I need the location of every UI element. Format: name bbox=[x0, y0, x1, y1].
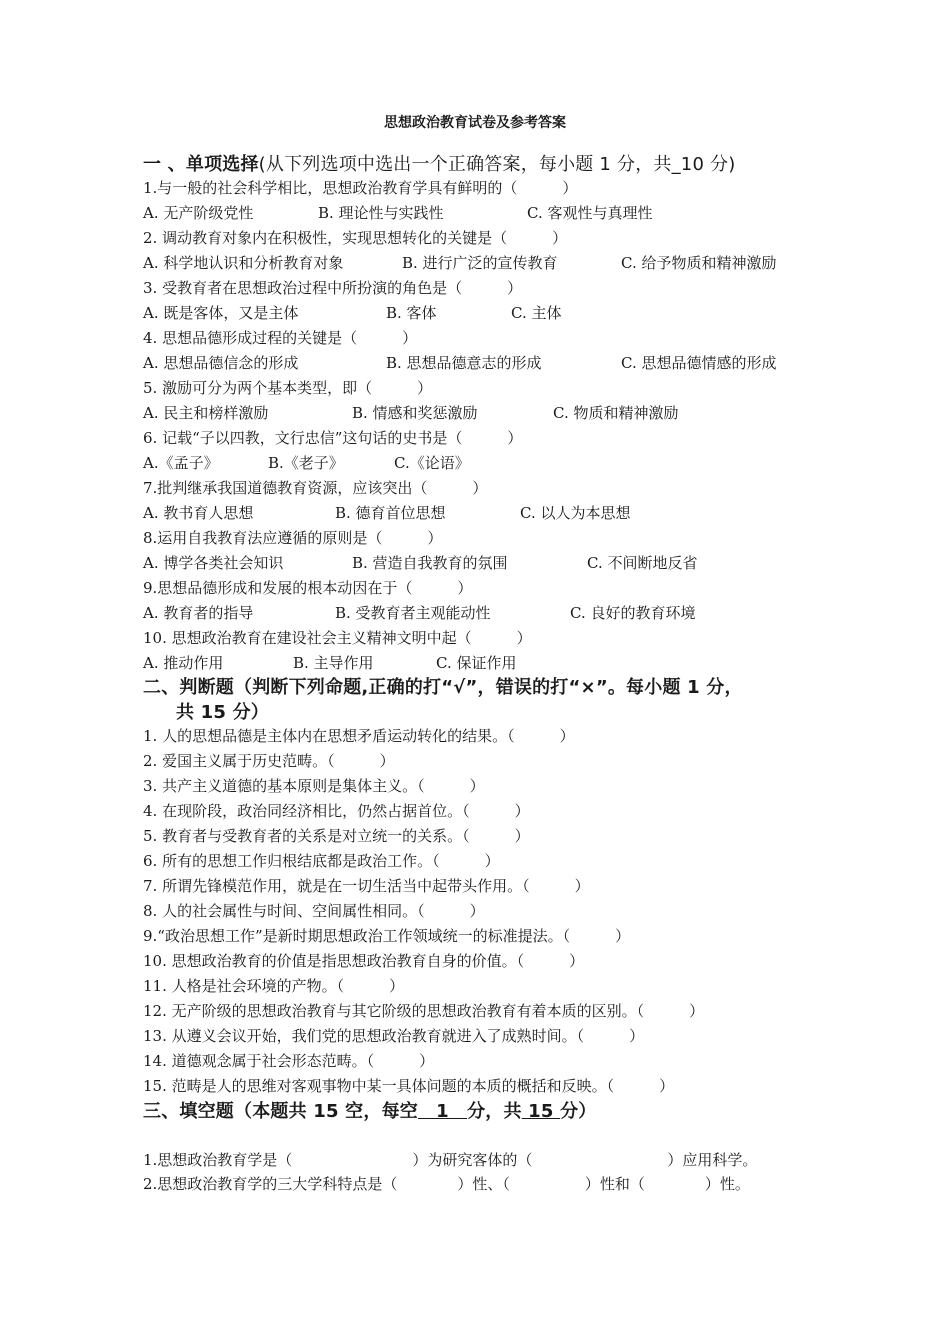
answer-option: A. 无产阶级党性 bbox=[143, 204, 254, 222]
answer-option: C. 思想品德情感的形成 bbox=[621, 354, 777, 372]
judgment-item: 15. 范畴是人的思维对客观事物中某一具体问题的本质的概括和反映。（ ） bbox=[143, 1077, 675, 1095]
answer-option: C. 主体 bbox=[511, 304, 562, 322]
answer-option: A. 民主和榜样激励 bbox=[143, 404, 269, 422]
section3-per-blank: 1 bbox=[417, 1101, 468, 1122]
question-stem: 4. 思想品德形成过程的关键是（ ） bbox=[143, 329, 418, 347]
section1-title: 一 、单项选择 bbox=[143, 154, 259, 175]
judgment-item: 7. 所谓先锋模范作用，就是在一切生活当中起带头作用。（ ） bbox=[143, 877, 590, 895]
judgment-item: 9.“政治思想工作”是新时期思想政治工作领域统一的标准提法。（ ） bbox=[143, 927, 631, 945]
answer-option: C. 良好的教育环境 bbox=[570, 604, 696, 622]
answer-option: C. 以人为本思想 bbox=[520, 504, 631, 522]
answer-option: A. 教书育人思想 bbox=[143, 504, 254, 522]
section2-heading-cont: 共 15 分） bbox=[176, 702, 269, 723]
answer-option: C. 保证作用 bbox=[436, 654, 517, 672]
question-stem: 6. 记载“子以四教，文行忠信”这句话的史书是（ ） bbox=[143, 429, 523, 447]
section3-note-a: （本题共 15 空，每空 bbox=[234, 1101, 418, 1122]
judgment-item: 12. 无产阶级的思想政治教育与其它阶级的思想政治教育有着本质的区别。（ ） bbox=[143, 1002, 705, 1020]
answer-option: C.《论语》 bbox=[394, 454, 470, 472]
fill-blank-item: 2.思想政治教育学的三大学科特点是（ ）性、（ ）性和（ ）性。 bbox=[143, 1175, 750, 1193]
judgment-item: 5. 教育者与受教育者的关系是对立统一的关系。（ ） bbox=[143, 827, 530, 845]
answer-option: B. 营造自我教育的氛围 bbox=[352, 554, 508, 572]
question-stem: 5. 激励可分为两个基本类型，即（ ） bbox=[143, 379, 433, 397]
answer-option: B. 德育首位思想 bbox=[335, 504, 446, 522]
answer-option: C. 给予物质和精神激励 bbox=[621, 254, 777, 272]
answer-option: B.《老子》 bbox=[268, 454, 344, 472]
question-stem: 8.运用自我教育法应遵循的原则是（ ） bbox=[143, 529, 443, 547]
section1-note: (从下列选项中选出一个正确答案，每小题 1 分，共_10 分) bbox=[258, 154, 736, 175]
judgment-item: 8. 人的社会属性与时间、空间属性相同。（ ） bbox=[143, 902, 485, 920]
question-stem: 1.与一般的社会科学相比，思想政治教育学具有鲜明的（ ） bbox=[143, 179, 578, 197]
answer-option: C. 物质和精神激励 bbox=[553, 404, 679, 422]
answer-option: B. 受教育者主观能动性 bbox=[335, 604, 491, 622]
judgment-item: 4. 在现阶段，政治同经济相比，仍然占据首位。（ ） bbox=[143, 802, 530, 820]
section3-note-b: 分，共 bbox=[467, 1101, 522, 1122]
section3-total: 15 bbox=[521, 1101, 561, 1122]
answer-option: B. 理论性与实践性 bbox=[318, 204, 444, 222]
answer-option: B. 主导作用 bbox=[293, 654, 374, 672]
question-stem: 3. 受教育者在思想政治过程中所扮演的角色是（ ） bbox=[143, 279, 523, 297]
answer-option: A. 科学地认识和分析教育对象 bbox=[143, 254, 344, 272]
answer-option: A. 教育者的指导 bbox=[143, 604, 254, 622]
answer-option: A. 既是客体，又是主体 bbox=[143, 304, 299, 322]
answer-option: A. 推动作用 bbox=[143, 654, 224, 672]
judgment-item: 2. 爱国主义属于历史范畴。（ ） bbox=[143, 752, 395, 770]
section1-heading bbox=[143, 150, 735, 176]
answer-option: A. 博学各类社会知识 bbox=[143, 554, 284, 572]
judgment-item: 13. 从遵义会议开始，我们党的思想政治教育就进入了成熟时间。（ ） bbox=[143, 1027, 645, 1045]
question-stem: 7.批判继承我国道德教育资源，应该突出（ ） bbox=[143, 479, 488, 497]
section3-heading bbox=[143, 1097, 597, 1123]
section3-title: 三、填空题 bbox=[143, 1101, 234, 1122]
answer-option: B. 进行广泛的宣传教育 bbox=[402, 254, 558, 272]
section2-title: 二、判断题 bbox=[143, 677, 234, 698]
answer-option: C. 客观性与真理性 bbox=[527, 204, 653, 222]
judgment-item: 6. 所有的思想工作归根结底都是政治工作。（ ） bbox=[143, 852, 500, 870]
document-title: 思想政治教育试卷及参考答案 bbox=[384, 115, 566, 131]
answer-option: A.《孟子》 bbox=[143, 454, 219, 472]
answer-option: B. 情感和奖惩激励 bbox=[352, 404, 478, 422]
question-stem: 2. 调动教育对象内在积极性，实现思想转化的关键是（ ） bbox=[143, 229, 568, 247]
answer-option: B. 思想品德意志的形成 bbox=[386, 354, 542, 372]
section2-note: （判断下列命题,正确的打“√”，错误的打“×”。每小题 1 分， bbox=[234, 677, 743, 698]
judgment-item: 1. 人的思想品德是主体内在思想矛盾运动转化的结果。（ ） bbox=[143, 727, 575, 745]
question-stem: 10. 思想政治教育在建设社会主义精神文明中起（ ） bbox=[143, 629, 532, 647]
question-stem: 9.思想品德形成和发展的根本动因在于（ ） bbox=[143, 579, 473, 597]
section2-heading bbox=[143, 673, 743, 699]
answer-option: C. 不间断地反省 bbox=[587, 554, 698, 572]
judgment-item: 14. 道德观念属于社会形态范畴。（ ） bbox=[143, 1052, 435, 1070]
judgment-item: 11. 人格是社会环境的产物。（ ） bbox=[143, 977, 405, 995]
judgment-item: 10. 思想政治教育的价值是指思想政治教育自身的价值。（ ） bbox=[143, 952, 585, 970]
judgment-item: 3. 共产主义道德的基本原则是集体主义。（ ） bbox=[143, 777, 485, 795]
section3-note-c: 分） bbox=[560, 1101, 597, 1122]
answer-option: A. 思想品德信念的形成 bbox=[143, 354, 299, 372]
fill-blank-item: 1.思想政治教育学是（ ）为研究客体的（ ）应用科学。 bbox=[143, 1151, 758, 1169]
answer-option: B. 客体 bbox=[386, 304, 437, 322]
